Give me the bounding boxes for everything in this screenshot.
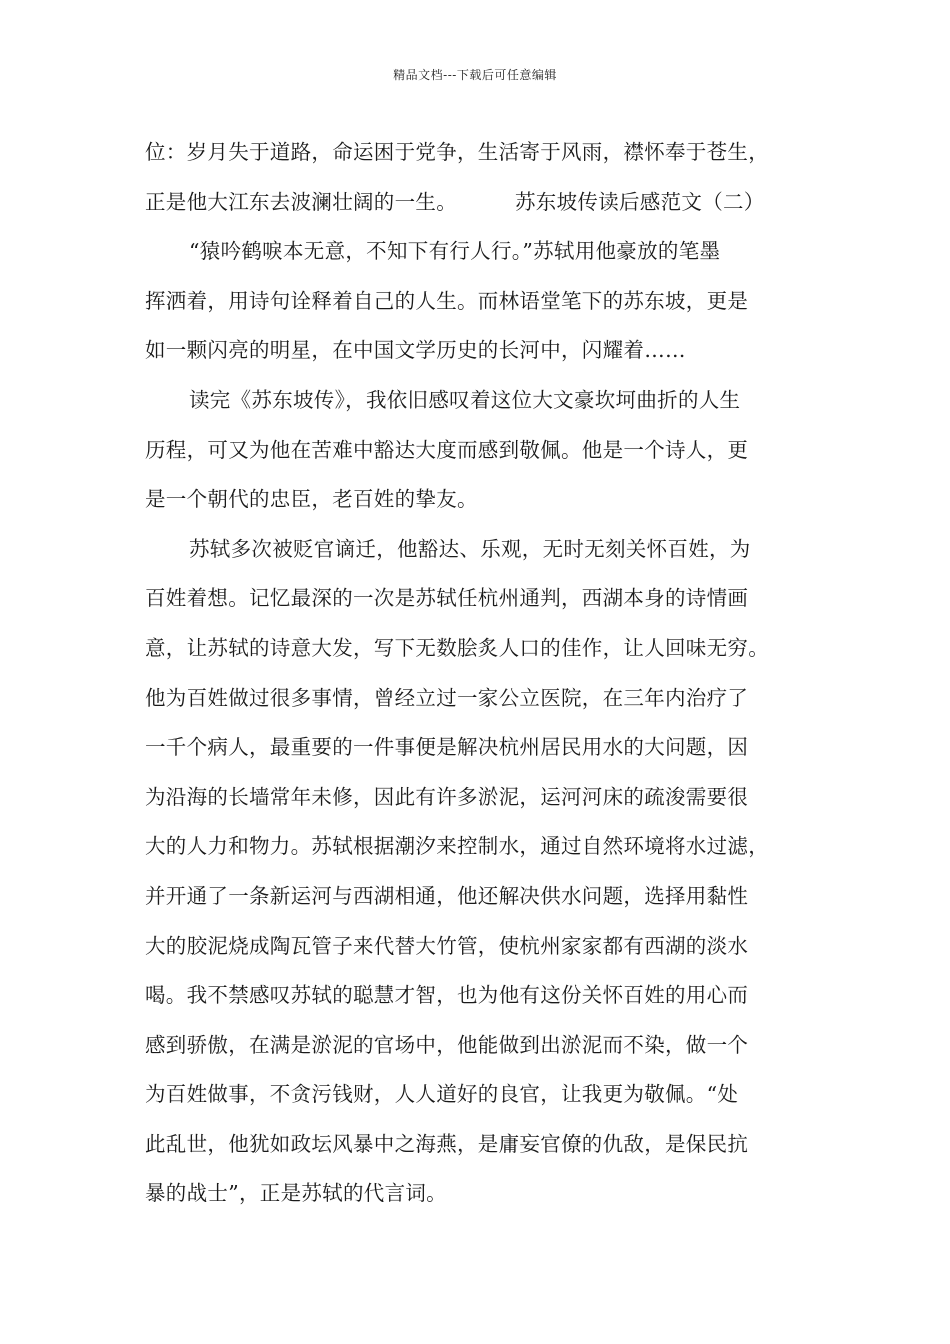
paragraph-start-line: “猿吟鹤唳本无意，不知下有行人行。”苏轼用他豪放的笔墨 (189, 239, 721, 264)
text-line (145, 178, 825, 228)
text-line-fragment: 正是他大江东去波澜壮阔的一生。 (145, 189, 457, 214)
text-line: 并开通了一条新运河与西湖相通，他还解决供水问题，选择用黏性 (145, 883, 749, 908)
text-line: 感到骄傲，在满是淤泥的官场中，他能做到出淤泥而不染，做一个 (145, 1032, 749, 1057)
text-line: 暴的战士”，正是苏轼的代言词。 (145, 1181, 447, 1206)
text-line: 大的胶泥烧成陶瓦管子来代替大竹管，使杭州家家都有西湖的淡水 (145, 933, 749, 958)
text-line: 如一颗闪亮的明星，在中国文学历史的长河中，闪耀着…… (145, 338, 686, 363)
text-line: 为百姓做事，不贪污钱财，人人道好的良官，让我更为敬佩。“处 (145, 1082, 739, 1107)
text-line: 历程，可又为他在苦难中豁达大度而感到敬佩。他是一个诗人，更 (145, 437, 749, 462)
text-line: 此乱世，他犹如政坛风暴中之海燕，是庸妄官僚的仇敌，是保民抗 (145, 1131, 749, 1156)
text-line: 挥洒着，用诗句诠释着自己的人生。而林语堂笔下的苏东坡，更是 (145, 288, 749, 313)
paragraph-start-line: 苏轼多次被贬官谪迁，他豁达、乐观，无时无刻关怀百姓，为 (189, 536, 751, 561)
document-body (145, 128, 825, 1219)
text-line: 一千个病人，最重要的一件事便是解决杭州居民用水的大问题，因 (145, 735, 749, 760)
text-line: 是一个朝代的忠臣，老百姓的挚友。 (145, 487, 478, 512)
page-header: 精品文档---下载后可任意编辑 (393, 68, 557, 82)
text-line: 为沿海的长墙常年未修，因此有许多淤泥，运河河床的疏浚需要很 (145, 784, 749, 809)
paragraph-start-line: 读完《苏东坡传》，我依旧感叹着这位大文豪坎坷曲折的人生 (189, 387, 741, 412)
text-line: 他为百姓做过很多事情，曾经立过一家公立医院，在三年内治疗了 (145, 685, 749, 710)
text-line: 大的人力和物力。苏轼根据潮汐来控制水，通过自然环境将水过滤， (145, 834, 769, 859)
text-line: 位：岁月失于道路，命运困于党争，生活寄于风雨，襟怀奉于苍生， (145, 140, 769, 164)
text-line: 百姓着想。记忆最深的一次是苏轼任杭州通判，西湖本身的诗情画 (145, 586, 749, 611)
section-title: 苏东坡传读后感范文（二） (515, 189, 765, 214)
text-line: 喝。我不禁感叹苏轼的聪慧才智，也为他有这份关怀百姓的用心而 (145, 983, 749, 1008)
text-line: 意，让苏轼的诗意大发，写下无数脍炙人口的佳作，让人回味无穷。 (145, 635, 769, 660)
